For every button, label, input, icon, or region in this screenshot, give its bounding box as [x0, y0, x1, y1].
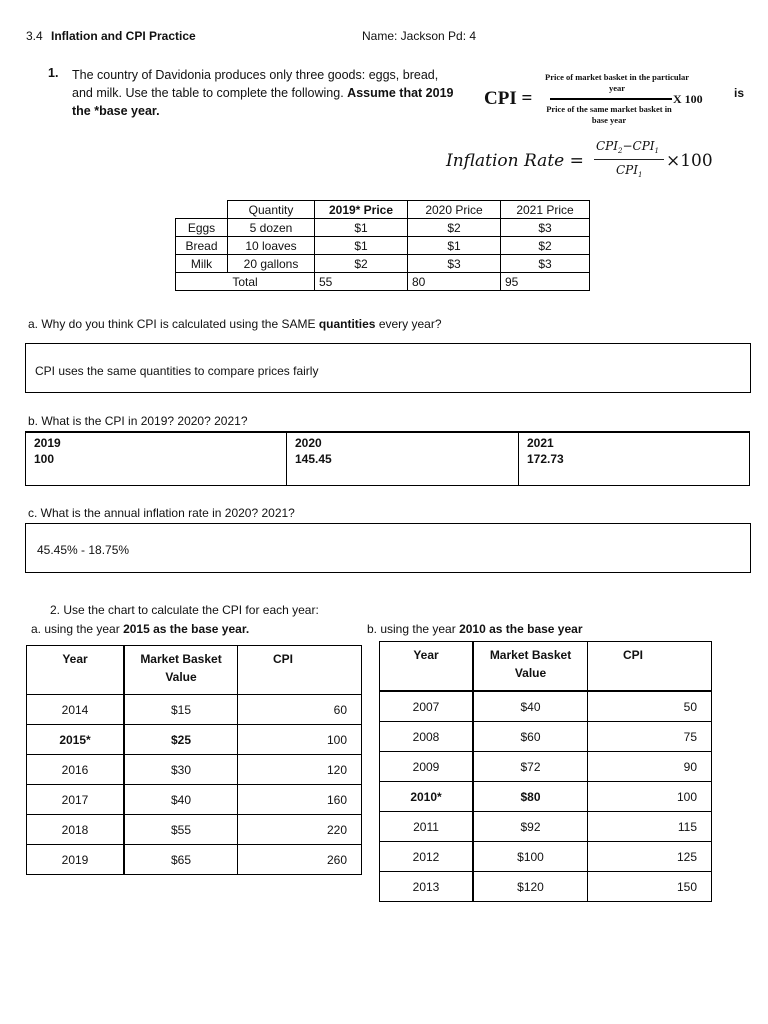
row-cpi[interactable]: 100: [238, 725, 362, 755]
goods-cell: $3: [501, 255, 590, 273]
question-1-emphasis: Assume that 2019 the *base year.: [72, 86, 454, 118]
cpi-formula-lhs: CPI =: [484, 88, 533, 109]
question-b: b. What is the CPI in 2019? 2020? 2021?: [28, 414, 248, 428]
goods-cell: $2: [408, 219, 501, 237]
question-c: c. What is the annual inflation rate in 2020? 2021?: [28, 506, 295, 520]
row-value: $25: [124, 725, 238, 755]
table-row-base-year: [27, 725, 362, 755]
goods-row-bread: [176, 237, 590, 255]
question-a-prefix: a. Why do you think CPI is calculated using the SAME: [28, 317, 319, 331]
cpi-answer-value: 100: [34, 452, 55, 466]
section-number: 3.4: [26, 29, 43, 43]
goods-cell: Eggs: [176, 219, 228, 237]
row-cpi[interactable]: 160: [238, 785, 362, 815]
goods-header-quantity: Quantity: [228, 201, 315, 219]
table-row-base-year: [380, 782, 712, 812]
row-year: 2010*: [380, 782, 474, 812]
cpi-answer-year: 2021: [527, 436, 554, 450]
goods-cell: Milk: [176, 255, 228, 273]
goods-cell: $3: [408, 255, 501, 273]
cpi-formula-numerator: Price of market basket in the particular year: [545, 72, 689, 93]
row-cpi[interactable]: 120: [238, 755, 362, 785]
row-value: $100: [473, 842, 588, 872]
numerator-cpi-b: −CPI: [622, 139, 655, 153]
goods-table-header-row: [176, 201, 590, 219]
question-a-emphasis: quantities: [318, 317, 376, 331]
goods-row-total: [176, 273, 590, 291]
header-year: Year: [380, 642, 474, 692]
goods-row-milk: [176, 255, 590, 273]
goods-header-2019-price-text: 2019* Price: [328, 202, 394, 217]
numerator-cpi-a: CPI: [596, 139, 618, 153]
header-market-basket-value: [124, 646, 238, 695]
row-year: 2007: [380, 691, 474, 722]
row-cpi[interactable]: 260: [238, 845, 362, 875]
inflation-formula-lhs: Inflation Rate =: [446, 151, 584, 171]
question-2b-prefix: b. using the year: [367, 622, 460, 636]
table-row: [380, 842, 712, 872]
goods-cell: $2: [315, 255, 408, 273]
table-row: [27, 815, 362, 845]
denominator-cpi: CPI: [616, 163, 638, 177]
row-year: 2014: [27, 695, 125, 725]
row-cpi[interactable]: 90: [588, 752, 712, 782]
question-1-text: [72, 66, 462, 120]
row-cpi[interactable]: 115: [588, 812, 712, 842]
goods-cell: 20 gallons: [228, 255, 315, 273]
question-2b-label: [367, 622, 582, 636]
question-1-body: The country of Davidonia produces only three goods: eggs, bread, and milk. Use the table to complete the following.: [72, 68, 439, 100]
row-cpi[interactable]: 150: [588, 872, 712, 902]
table-row: [380, 872, 712, 902]
table-header-row: [380, 642, 712, 692]
denominator-sub: 1: [638, 171, 643, 179]
table-row: [27, 845, 362, 875]
cpi-answer-value: 172.73: [527, 452, 564, 466]
table-header-row: [27, 646, 362, 695]
goods-cell: 10 loaves: [228, 237, 315, 255]
question-a: [28, 317, 442, 331]
row-year: 2009: [380, 752, 474, 782]
row-cpi[interactable]: 220: [238, 815, 362, 845]
question-2-text: 2. Use the chart to calculate the CPI for each year:: [50, 603, 319, 617]
goods-total-2021: 95: [501, 273, 590, 291]
cpi-formula-fraction-bar: [550, 98, 672, 100]
table-row: [380, 722, 712, 752]
answer-a-text: CPI uses the same quantities to compare prices fairly: [35, 364, 319, 378]
goods-header-blank: [176, 201, 228, 219]
row-year: 2018: [27, 815, 125, 845]
header-market-basket-value: [473, 642, 588, 692]
answer-box-c[interactable]: [25, 523, 751, 573]
table-row: [27, 785, 362, 815]
row-cpi[interactable]: 75: [588, 722, 712, 752]
row-year: 2008: [380, 722, 474, 752]
row-value: $30: [124, 755, 238, 785]
market-basket-table-2015-base: [26, 645, 362, 875]
goods-price-table: [175, 200, 590, 291]
header-cpi: CPI: [588, 642, 712, 692]
inflation-formula-denominator: [616, 163, 642, 179]
inflation-rate-formula: [446, 136, 746, 190]
goods-total-label: Total: [176, 273, 315, 291]
answer-c-text: 45.45% - 18.75%: [37, 543, 130, 557]
row-year: 2019: [27, 845, 125, 875]
row-value: $15: [124, 695, 238, 725]
goods-cell: $1: [315, 219, 408, 237]
goods-cell: 5 dozen: [228, 219, 315, 237]
row-value: $40: [124, 785, 238, 815]
row-year: 2011: [380, 812, 474, 842]
table-row: [27, 695, 362, 725]
goods-cell: $1: [315, 237, 408, 255]
goods-cell: Bread: [176, 237, 228, 255]
row-value: $80: [473, 782, 588, 812]
row-cpi[interactable]: 60: [238, 695, 362, 725]
table-row: [380, 812, 712, 842]
row-value: $92: [473, 812, 588, 842]
question-a-suffix: every year?: [375, 317, 442, 331]
goods-total-2019: 55: [315, 273, 408, 291]
table-row: [380, 752, 712, 782]
row-cpi[interactable]: 125: [588, 842, 712, 872]
market-basket-table-2010-base: [379, 641, 712, 902]
header-value: Value: [514, 666, 547, 680]
numerator-sub-b: 1: [654, 147, 659, 155]
cpi-answer-year: 2019: [34, 436, 61, 450]
goods-total-2020: 80: [408, 273, 501, 291]
row-cpi[interactable]: 50: [588, 691, 712, 722]
row-value: $120: [473, 872, 588, 902]
row-year: 2012: [380, 842, 474, 872]
student-name-line: Name: Jackson Pd: 4: [362, 29, 477, 43]
header-market-basket: Market Basket: [489, 648, 572, 662]
goods-cell: $2: [501, 237, 590, 255]
cpi-formula-multiplier: X 100: [673, 92, 703, 106]
inflation-formula-numerator: [596, 139, 659, 155]
row-value: $60: [473, 722, 588, 752]
goods-header-2020-price: 2020 Price: [408, 201, 501, 219]
row-value: $40: [473, 691, 588, 722]
cpi-answers-row: [26, 432, 750, 486]
goods-cell: $3: [501, 219, 590, 237]
row-value: $72: [473, 752, 588, 782]
row-year: 2017: [27, 785, 125, 815]
inflation-formula-multiplier: ×100: [666, 151, 713, 171]
goods-row-eggs: [176, 219, 590, 237]
question-2b-emphasis: 2010 as the base year: [459, 622, 583, 636]
question-1-number: 1.: [48, 66, 59, 80]
cpi-answer-value: 145.45: [295, 452, 332, 466]
row-year: 2013: [380, 872, 474, 902]
numerator-sub-a: 2: [618, 147, 623, 155]
question-2a-prefix: a. using the year: [31, 622, 124, 636]
inflation-formula-fraction-bar: [594, 159, 664, 160]
row-year: 2015*: [27, 725, 125, 755]
row-value: $65: [124, 845, 238, 875]
question-2a-emphasis: 2015 as the base year.: [123, 622, 250, 636]
row-year: 2016: [27, 755, 125, 785]
header-value: Value: [165, 670, 197, 684]
goods-header-2019-price: [315, 201, 408, 219]
cpi-answer-2019[interactable]: [26, 432, 287, 486]
worksheet-title: Inflation and CPI Practice: [51, 29, 196, 43]
cpi-answer-2021[interactable]: [519, 432, 750, 486]
goods-header-2021-price: 2021 Price: [501, 201, 590, 219]
cpi-formula: [478, 68, 728, 132]
header-market-basket: Market Basket: [140, 652, 222, 666]
cpi-answers-table[interactable]: [25, 431, 750, 486]
cpi-formula-trailing-word: is: [734, 86, 745, 100]
row-cpi[interactable]: 100: [588, 782, 712, 812]
header-cpi: CPI: [238, 646, 362, 695]
cpi-answer-year: 2020: [295, 436, 322, 450]
table-row: [27, 755, 362, 785]
question-2a-label: [31, 622, 249, 636]
cpi-formula-denominator: Price of the same market basket in base year: [546, 104, 672, 125]
header-year: Year: [27, 646, 125, 695]
row-value: $55: [124, 815, 238, 845]
table-row: [380, 691, 712, 722]
goods-cell: $1: [408, 237, 501, 255]
cpi-answer-2020[interactable]: [287, 432, 519, 486]
